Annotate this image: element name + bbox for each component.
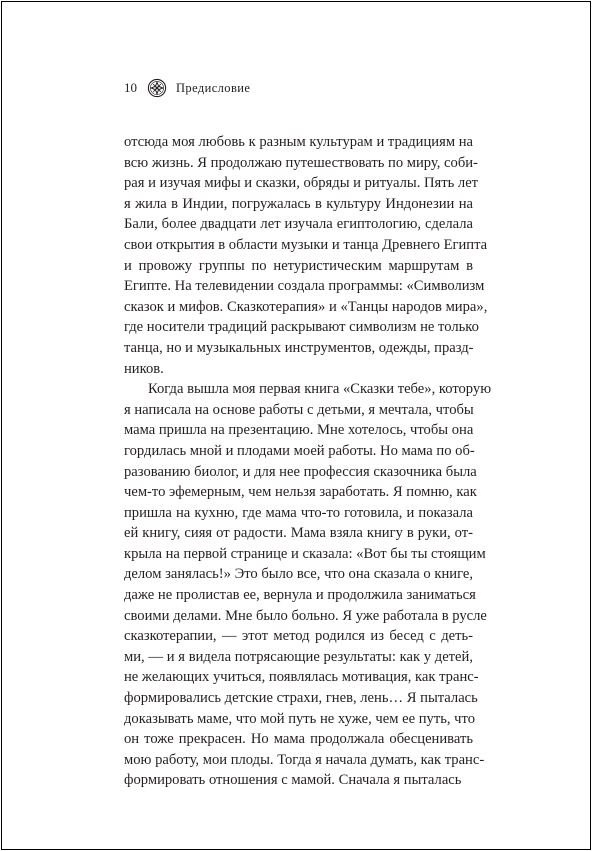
text-line: рая и изучая мифы и сказки, обряды и ритуалы. Пять лет bbox=[124, 175, 479, 192]
paragraph bbox=[124, 132, 488, 379]
text-line: отсюда моя любовь к разным культурам и традициям на bbox=[124, 134, 473, 150]
page-header bbox=[124, 77, 250, 99]
text-line: всю жизнь. Я продолжаю путешествовать по миру, соби- bbox=[124, 154, 478, 171]
text-line: Египте. На телевидении создала программы: «Символизм bbox=[124, 278, 485, 295]
text-line: ей книгу, сияя от радости. Мама взяла книгу в руки, от- bbox=[124, 525, 473, 542]
text-line: чем-то эфемерным, чем нельзя заработать. Я помню, как bbox=[124, 484, 477, 501]
text-line: крыла на первой странице и сказала: «Вот бы ты стоящим bbox=[124, 545, 486, 562]
text-line: сказок и мифов. Сказкотерапия» и «Танцы народов мира», bbox=[124, 298, 488, 315]
text-line: где носители традиций раскрывают символизм не только bbox=[124, 319, 479, 336]
text-line: свои открытия в области музыки и танца Древнего Египта bbox=[124, 236, 488, 253]
text-line: сказкотерапии, — этот метод родился из бесед с деть- bbox=[124, 628, 473, 645]
text-line: формировались детские страхи, гнев, лень… Я пыталась bbox=[124, 690, 478, 707]
text-line: пришла на кухню, где мама что-то готовила, и показала bbox=[124, 504, 473, 521]
text-line: он тоже прекрасен. Но мама продолжала обесценивать bbox=[124, 731, 473, 748]
text-line: мою работу, мои плоды. Тогда я начала думать, как транс- bbox=[124, 751, 485, 768]
circular-knot-ornament-icon bbox=[147, 78, 167, 98]
text-line: я жила в Индии, погружалась в культуру Индонезии на bbox=[124, 195, 473, 212]
text-line: своими делами. Мне было больно. Я уже работала в русле bbox=[124, 607, 487, 624]
text-line: я написала на основе работы с детьми, я мечтала, чтобы bbox=[124, 401, 474, 418]
running-title: Предисловие bbox=[176, 80, 251, 95]
body-text bbox=[124, 132, 492, 791]
text-line: доказывать маме, что мой путь не хуже, чем ее путь, что bbox=[124, 710, 475, 727]
text-line: не желающих учиться, появлялась мотивация, как транс- bbox=[124, 669, 479, 686]
text-line: Бали, более двадцати лет изучала египтологию, сделала bbox=[124, 216, 473, 233]
book-page bbox=[1, 1, 591, 850]
paragraph bbox=[124, 379, 492, 791]
text-line: ми, — и я видела потрясающие результаты: как у детей, bbox=[124, 648, 473, 665]
text-line: формировать отношения с мамой. Сначала я пыталась bbox=[124, 772, 462, 789]
text-line: даже не пролистав ее, вернула и продолжила заниматься bbox=[124, 587, 476, 604]
text-line: Когда вышла моя первая книга «Сказки тебе», которую bbox=[148, 381, 492, 398]
text-line: танца, но и музыкальных инструментов, одежды, празд- bbox=[124, 339, 474, 356]
text-line: ников. bbox=[124, 360, 164, 377]
page-number: 10 bbox=[124, 80, 137, 95]
text-line: разованию биолог, и для нее профессия сказочника была bbox=[124, 463, 477, 480]
text-line: мама пришла на презентацию. Мне хотелось, чтобы она bbox=[124, 422, 474, 439]
text-line: делом занялась!» Это было все, что она сказала о книге, bbox=[124, 566, 473, 583]
text-line: и провожу группы по нетуристическим маршрутам в bbox=[124, 257, 473, 274]
text-line: гордилась мной и плодами моей работы. Но мама по об- bbox=[124, 442, 475, 459]
